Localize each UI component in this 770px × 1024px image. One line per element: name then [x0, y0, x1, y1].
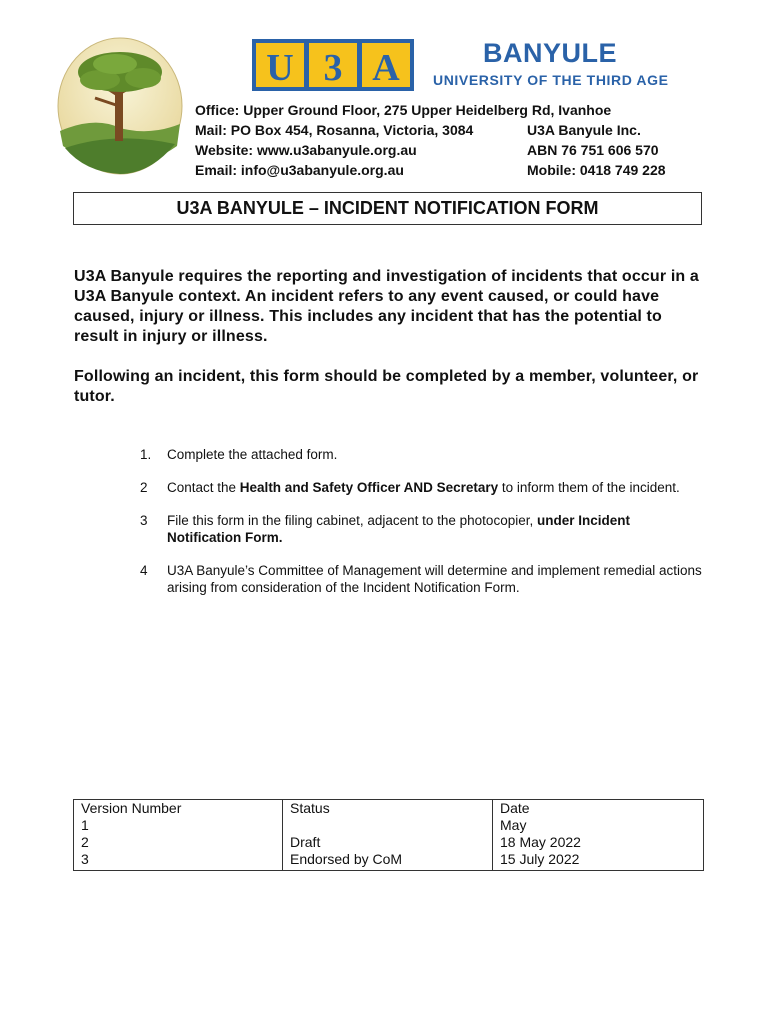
- form-title: U3A BANYULE – INCIDENT NOTIFICATION FORM: [73, 192, 702, 225]
- table-row: [74, 834, 704, 851]
- u3a-logo-icon: [252, 39, 414, 91]
- step-text: File this form in the filing cabinet, adjacent to the photocopier, under Incident Notification Form.: [167, 513, 630, 545]
- list-item: [140, 562, 705, 596]
- website: Website: www.u3abanyule.org.au: [195, 142, 417, 158]
- step-number: 4: [140, 563, 148, 578]
- version-table: [73, 799, 704, 871]
- instruction-list: [140, 446, 705, 612]
- cell-status: Draft: [283, 834, 493, 851]
- contact-details-right: [527, 120, 666, 180]
- table-row: [74, 817, 704, 834]
- svg-text:3: 3: [323, 47, 343, 89]
- svg-text:U: U: [266, 47, 294, 89]
- intro-text: [74, 267, 704, 407]
- email: Email: info@u3abanyule.org.au: [195, 162, 404, 178]
- intro-paragraph-1: U3A Banyule requires the reporting and investigation of incidents that occur in a U3A Banyule context. An incident refers to any event caused, or could have caused, injury or illness. This includes any incident that has the potential to result in injury or illness.: [74, 268, 699, 345]
- cell-version: 1: [74, 817, 283, 834]
- cell-version: 2: [74, 834, 283, 851]
- intro-paragraph-2: Following an incident, this form should be completed by a member, volunteer, or tutor.: [74, 368, 699, 405]
- cell-date: 15 July 2022: [493, 851, 704, 871]
- cell-version: 3: [74, 851, 283, 871]
- step-text: U3A Banyule’s Committee of Management will determine and implement remedial actions arising from consideration of the Incident Notification Form.: [167, 563, 702, 595]
- step-number: 1.: [140, 447, 152, 462]
- step-number: 2: [140, 480, 148, 495]
- abn: ABN 76 751 606 570: [527, 142, 659, 158]
- step-text: Complete the attached form.: [167, 447, 338, 462]
- brand-subtitle: UNIVERSITY OF THE THIRD AGE: [433, 72, 669, 88]
- list-item: [140, 446, 705, 463]
- svg-text:A: A: [372, 47, 400, 89]
- mail-address: Mail: PO Box 454, Rosanna, Victoria, 3084: [195, 122, 474, 138]
- step-number: 3: [140, 513, 148, 528]
- cell-status: Endorsed by CoM: [283, 851, 493, 871]
- table-row: [74, 851, 704, 871]
- header-date: Date: [493, 800, 704, 818]
- cell-date: 18 May 2022: [493, 834, 704, 851]
- org-name: U3A Banyule Inc.: [527, 122, 641, 138]
- office-address: Office: Upper Ground Floor, 275 Upper Heidelberg Rd, Ivanhoe: [195, 102, 612, 118]
- header-version-number: Version Number: [74, 800, 283, 818]
- cell-status: [283, 817, 493, 834]
- mobile: Mobile: 0418 749 228: [527, 162, 666, 178]
- brand-name: BANYULE: [483, 38, 618, 68]
- list-item: [140, 512, 705, 546]
- list-item: [140, 479, 705, 496]
- tree-logo-icon: [55, 36, 185, 176]
- header-status: Status: [283, 800, 493, 818]
- table-header-row: [74, 800, 704, 818]
- step-text: Contact the Health and Safety Officer AND Secretary to inform them of the incident.: [167, 480, 680, 495]
- cell-date: May: [493, 817, 704, 834]
